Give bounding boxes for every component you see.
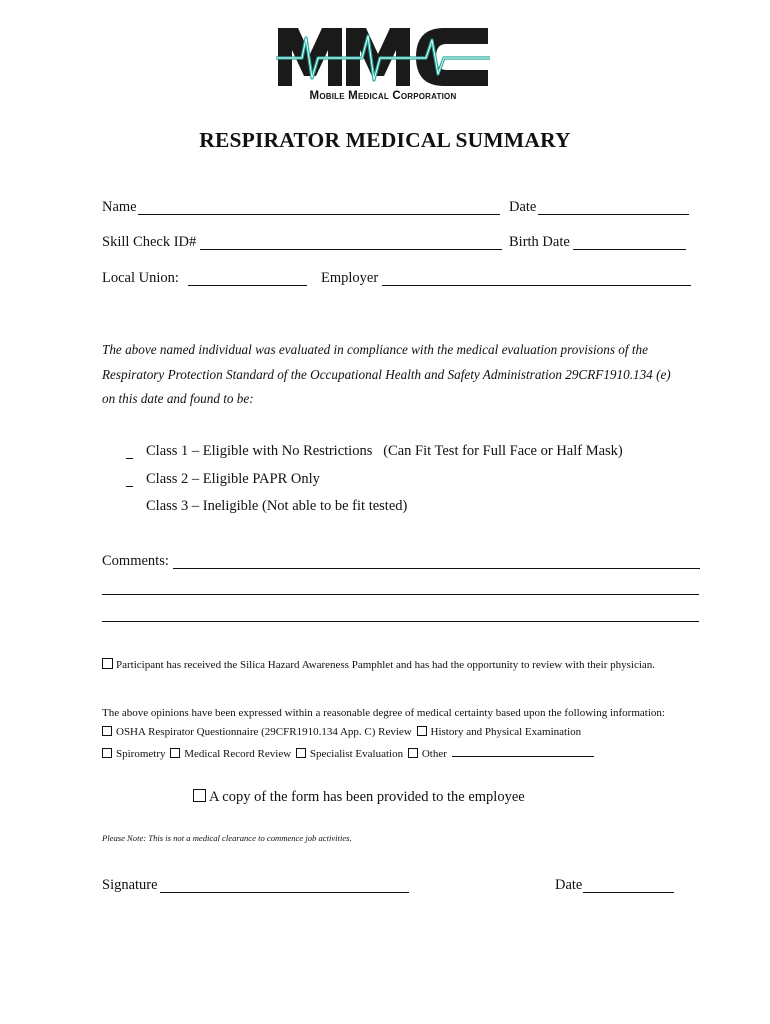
comments-line-1[interactable] — [173, 568, 700, 569]
silica-acknowledgement[interactable] — [102, 658, 655, 671]
birth-date-field[interactable] — [573, 249, 686, 250]
opinions-row-2 — [102, 746, 594, 760]
specialist-checkbox[interactable] — [296, 748, 306, 758]
signature-label: Signature — [102, 877, 158, 893]
class-1-option[interactable] — [126, 443, 623, 460]
skill-check-id-label: Skill Check ID# — [102, 234, 197, 250]
birth-date-label: Birth Date — [509, 234, 570, 250]
silica-checkbox[interactable] — [102, 658, 113, 669]
record-review-checkbox[interactable] — [170, 748, 180, 758]
date-label: Date — [509, 199, 537, 215]
spirometry-checkbox[interactable] — [102, 748, 112, 758]
specialist-label: Specialist Evaluation — [309, 748, 404, 760]
class-3-option[interactable] — [146, 498, 407, 515]
other-checkbox[interactable] — [408, 748, 418, 758]
class-2-option[interactable] — [126, 471, 320, 488]
osha-label: OSHA Respirator Questionnaire (29CFR1910.134 App. C) Review — [116, 726, 412, 738]
statement-line-1: The above named individual was evaluated in compliance with the medical evaluation provisions of the — [102, 342, 648, 357]
comments-label: Comments: — [102, 553, 169, 569]
local-union-label: Local Union: — [102, 270, 179, 286]
history-checkbox[interactable] — [417, 726, 427, 736]
class-2-label: Class 2 – Eligible PAPR Only — [146, 471, 320, 487]
company-logo — [276, 24, 490, 104]
signature-date-field[interactable] — [583, 892, 674, 893]
compliance-statement — [102, 338, 722, 412]
date-field[interactable] — [538, 214, 689, 215]
skill-check-id-field[interactable] — [200, 249, 502, 250]
silica-text: Participant has received the Silica Hazard Awareness Pamphlet and has had the opportunity to review with their physician. — [116, 659, 656, 671]
employer-label: Employer — [321, 270, 379, 286]
class-1-label: Class 1 – Eligible with No Restrictions (Can Fit Test for Full Face or Half Mask) — [146, 443, 623, 459]
spirometry-label: Spirometry — [116, 748, 166, 760]
signature-date-label: Date — [555, 877, 583, 893]
name-label: Name — [102, 199, 137, 215]
other-field[interactable] — [452, 746, 594, 757]
logo-subtitle: Mobile Medical Corporation — [309, 90, 457, 102]
class-1-checkbox[interactable] — [126, 458, 133, 459]
history-label: History and Physical Examination — [430, 726, 582, 738]
copy-provided-option[interactable] — [193, 789, 525, 806]
other-label: Other — [421, 748, 447, 760]
osha-checkbox[interactable] — [102, 726, 112, 736]
mmc-logo-mark — [276, 24, 490, 88]
comments-line-2[interactable] — [102, 594, 699, 595]
class-2-checkbox[interactable] — [126, 486, 133, 487]
copy-provided-text: A copy of the form has been provided to the employee — [209, 789, 525, 805]
record-review-label: Medical Record Review — [184, 748, 292, 760]
opinions-intro: The above opinions have been expressed within a reasonable degree of medical certainty based upon the following information: — [102, 707, 665, 719]
class-3-label: Class 3 – Ineligible (Not able to be fit tested) — [146, 498, 408, 514]
copy-provided-checkbox[interactable] — [193, 789, 206, 802]
comments-line-3[interactable] — [102, 621, 699, 622]
signature-field[interactable] — [160, 892, 409, 893]
statement-line-2: Respiratory Protection Standard of the Occupational Health and Safety Administration 29CRF1910.134 (e) — [102, 366, 671, 382]
statement-line-3: on this date and found to be: — [102, 391, 254, 406]
name-field[interactable] — [138, 214, 500, 215]
opinions-row-1 — [102, 726, 581, 738]
page-title: RESPIRATOR MEDICAL SUMMARY — [199, 128, 571, 152]
clearance-note: Please Note: This is not a medical clearance to commence job activities. — [102, 833, 352, 843]
local-union-field[interactable] — [188, 285, 307, 286]
employer-field[interactable] — [382, 285, 691, 286]
